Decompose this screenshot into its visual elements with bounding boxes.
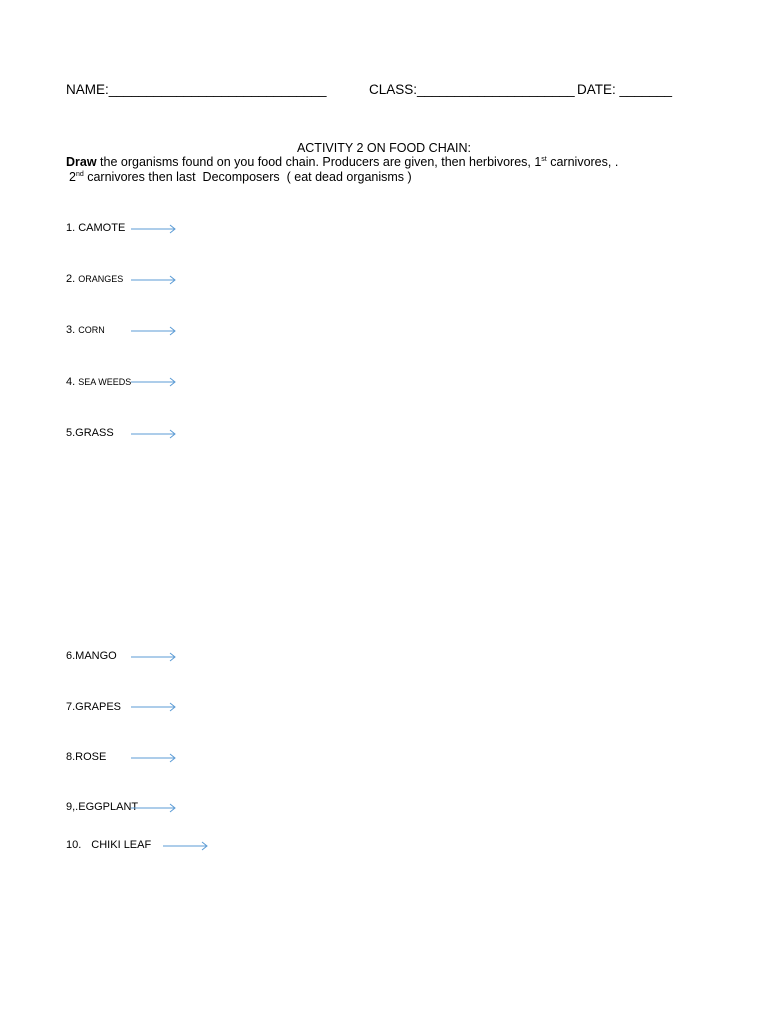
item-label: 5.GRASS	[66, 427, 114, 439]
item-label: CAMOTE	[78, 222, 126, 234]
list-item	[66, 324, 105, 336]
list-item	[66, 427, 114, 439]
item-label: 6.MANGO	[66, 650, 117, 662]
item-number: 10.	[66, 839, 82, 851]
arrow-right-icon	[130, 652, 178, 662]
class-field-label: CLASS:_____________________	[369, 82, 575, 97]
item-label: 9,.EGGPLANT	[66, 801, 139, 813]
instructions-line-1	[66, 155, 618, 169]
list-item	[66, 376, 131, 388]
arrow-right-icon	[130, 326, 178, 336]
list-item	[66, 650, 117, 662]
list-item	[66, 273, 123, 285]
list-item	[66, 801, 138, 813]
item-label: CORN	[78, 325, 105, 335]
item-number: 4.	[66, 376, 79, 388]
list-item	[66, 839, 151, 851]
arrow-right-icon	[130, 275, 178, 285]
instructions-line-1-end: carnivores, .	[546, 155, 619, 169]
item-label: CHIKI LEAF	[91, 839, 152, 851]
item-label: 7.GRAPES	[66, 701, 122, 713]
item-label: SEA WEEDS	[78, 377, 132, 387]
instructions-line-2	[69, 170, 412, 184]
item-label: 8.ROSE	[66, 751, 107, 763]
instructions-bold-word: Draw	[66, 155, 97, 169]
arrow-right-icon	[130, 224, 178, 234]
list-item	[66, 751, 106, 763]
instructions-line-2-text: carnivores then last Decomposers ( eat dead organisms )	[83, 170, 412, 184]
name-field-label: NAME:_____________________________	[66, 82, 327, 97]
list-item	[66, 222, 125, 234]
instructions-line-1-text: the organisms found on you food chain. Producers are given, then herbivores, 1	[96, 155, 542, 169]
instructions-line-1-superscript: st	[541, 155, 547, 163]
instructions-line-2-start: 2	[69, 170, 76, 184]
arrow-right-icon	[162, 841, 210, 851]
item-number: 3.	[66, 324, 79, 336]
arrow-right-icon	[130, 429, 178, 439]
instructions-line-2-superscript: nd	[75, 170, 84, 178]
arrow-right-icon	[130, 803, 178, 813]
list-item	[66, 701, 121, 713]
item-label: ORANGES	[78, 274, 124, 284]
date-field-label: DATE: _______	[577, 82, 673, 97]
item-number: 2.	[66, 273, 79, 285]
arrow-right-icon	[130, 702, 178, 712]
activity-title: ACTIVITY 2 ON FOOD CHAIN:	[296, 141, 472, 155]
arrow-right-icon	[130, 377, 178, 387]
item-number: 1.	[66, 222, 79, 234]
arrow-right-icon	[130, 753, 178, 763]
